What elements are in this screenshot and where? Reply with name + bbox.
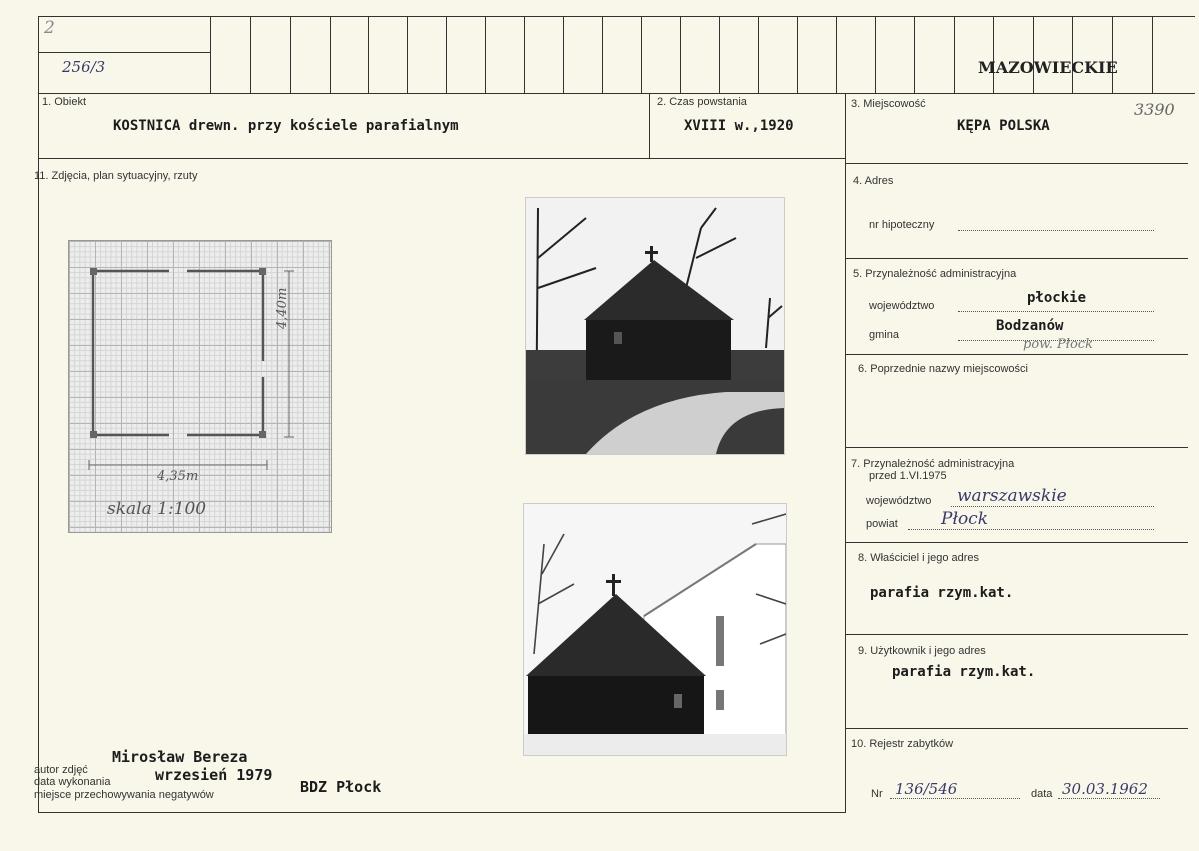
field5-note: pow. Płock	[1023, 337, 1093, 352]
header-cell-divider	[250, 16, 251, 93]
field7-label: 7. Przynależność administracyjna	[851, 458, 1015, 470]
header-cell-divider	[836, 16, 837, 93]
field5-gmina-value: Bodzanów	[996, 318, 1064, 334]
field3-label: 3. Miejscowość	[851, 98, 926, 110]
row8-bottom-rule	[845, 634, 1188, 635]
field11-label: 11. Zdjęcia, plan sytuacyjny, rzuty	[34, 170, 198, 182]
field10-data-label: data	[1031, 788, 1053, 800]
hipoteczny-line	[958, 230, 1154, 231]
row6-bottom-rule	[845, 447, 1188, 448]
header-cell-divider	[719, 16, 720, 93]
row1-bottom-rule	[38, 158, 846, 159]
corner-ref-number: 256/3	[62, 58, 106, 76]
field10-nr-label: Nr	[871, 788, 883, 800]
field5-woj-line	[958, 311, 1154, 312]
object-name: KOSTNICA drewn. przy kościele parafialnym	[113, 118, 459, 134]
field7-woj-label: województwo	[866, 495, 932, 507]
hipoteczny-label: nr hipoteczny	[869, 219, 935, 231]
header-cell-divider	[914, 16, 915, 93]
corner-divider	[38, 52, 210, 53]
header-cell-divider	[1112, 16, 1113, 93]
header-cell-divider	[368, 16, 369, 93]
header-cell-divider	[330, 16, 331, 93]
date-label: data wykonania	[34, 776, 111, 788]
field2-label: 2. Czas powstania	[657, 96, 747, 108]
field7-powiat-value: Płock	[941, 509, 989, 529]
owner-value: parafia rzym.kat.	[870, 585, 1014, 601]
plan-width-dimension: 4,35m	[157, 469, 199, 484]
register-date-line	[1058, 798, 1160, 799]
photo-chapel-church	[523, 503, 787, 756]
place-label: miejsce przechowywania negatywów	[34, 789, 214, 801]
header-cell-divider	[563, 16, 564, 93]
header-cell-divider	[875, 16, 876, 93]
field7-powiat-label: powiat	[866, 518, 898, 530]
header-cell-divider	[524, 16, 525, 93]
field7-label2: przed 1.VI.1975	[869, 470, 947, 482]
place-value: BDZ Płock	[300, 778, 382, 796]
field5-woj-label: województwo	[869, 300, 935, 312]
author-value: Mirosław Bereza	[112, 748, 248, 766]
locality-name: KĘPA POLSKA	[957, 118, 1050, 134]
header-top-rule	[38, 16, 1195, 17]
right-column-divider	[845, 93, 846, 813]
field10-label: 10. Rejestr zabytków	[851, 738, 954, 750]
field1-label: 1. Obiekt	[42, 96, 87, 108]
header-cell-divider	[485, 16, 486, 93]
header-cell-divider	[407, 16, 408, 93]
photo-chapel-front	[525, 197, 785, 455]
row7-bottom-rule	[845, 542, 1188, 543]
row9-bottom-rule	[845, 728, 1188, 729]
construction-date: XVIII w.,1920	[684, 118, 794, 134]
header-bottom-rule	[38, 93, 1195, 94]
photo-chapel-church-image	[524, 504, 786, 755]
field4-label: 4. Adres	[853, 175, 894, 187]
author-label: autor zdjęć	[34, 764, 88, 776]
corner-top-note: 2	[44, 18, 55, 38]
region-name: MAZOWIECKIE	[978, 58, 1118, 77]
date-value: wrzesień 1979	[155, 766, 273, 784]
field5-woj-value: płockie	[1027, 290, 1087, 306]
plan-height-dimension: 4,40m	[275, 287, 290, 329]
header-cell-divider	[1033, 16, 1034, 93]
header-cell-divider	[797, 16, 798, 93]
field8-label: 8. Właściciel i jego adres	[858, 552, 980, 564]
header-cell-divider	[446, 16, 447, 93]
header-cell-divider	[954, 16, 955, 93]
field5-gmina-label: gmina	[869, 329, 899, 341]
field7-powiat-line	[908, 529, 1154, 530]
floor-plan-drawing	[69, 241, 331, 532]
plan-scale: skala 1:100	[107, 499, 207, 519]
user-value: parafia rzym.kat.	[892, 664, 1036, 680]
header-cell-divider	[210, 16, 211, 93]
left-border	[38, 16, 39, 812]
header-cell-divider	[290, 16, 291, 93]
floor-plan-sheet	[68, 240, 332, 533]
field9-label: 9. Użytkownik i jego adres	[858, 645, 986, 657]
field7-woj-value: warszawskie	[957, 486, 1067, 506]
row4-bottom-rule	[845, 258, 1188, 259]
header-cell-divider	[993, 16, 994, 93]
header-cell-divider	[602, 16, 603, 93]
header-cell-divider	[641, 16, 642, 93]
header-cell-divider	[1072, 16, 1073, 93]
footer-bottom-rule	[38, 812, 846, 813]
field1-field2-divider	[649, 93, 650, 158]
field5-label: 5. Przynależność administracyjna	[853, 268, 1017, 280]
header-cell-divider	[758, 16, 759, 93]
row5-bottom-rule	[845, 354, 1188, 355]
register-number: 136/546	[895, 780, 958, 798]
register-number-line	[890, 798, 1020, 799]
photo-chapel-front-image	[526, 198, 784, 454]
header-cell-divider	[1152, 16, 1153, 93]
register-date: 30.03.1962	[1062, 780, 1148, 798]
field6-label: 6. Poprzednie nazwy miejscowości	[858, 363, 1028, 375]
locality-number: 3390	[1134, 100, 1175, 119]
field7-woj-line	[951, 506, 1154, 507]
header-cell-divider	[680, 16, 681, 93]
row3-bottom-rule	[845, 163, 1188, 164]
